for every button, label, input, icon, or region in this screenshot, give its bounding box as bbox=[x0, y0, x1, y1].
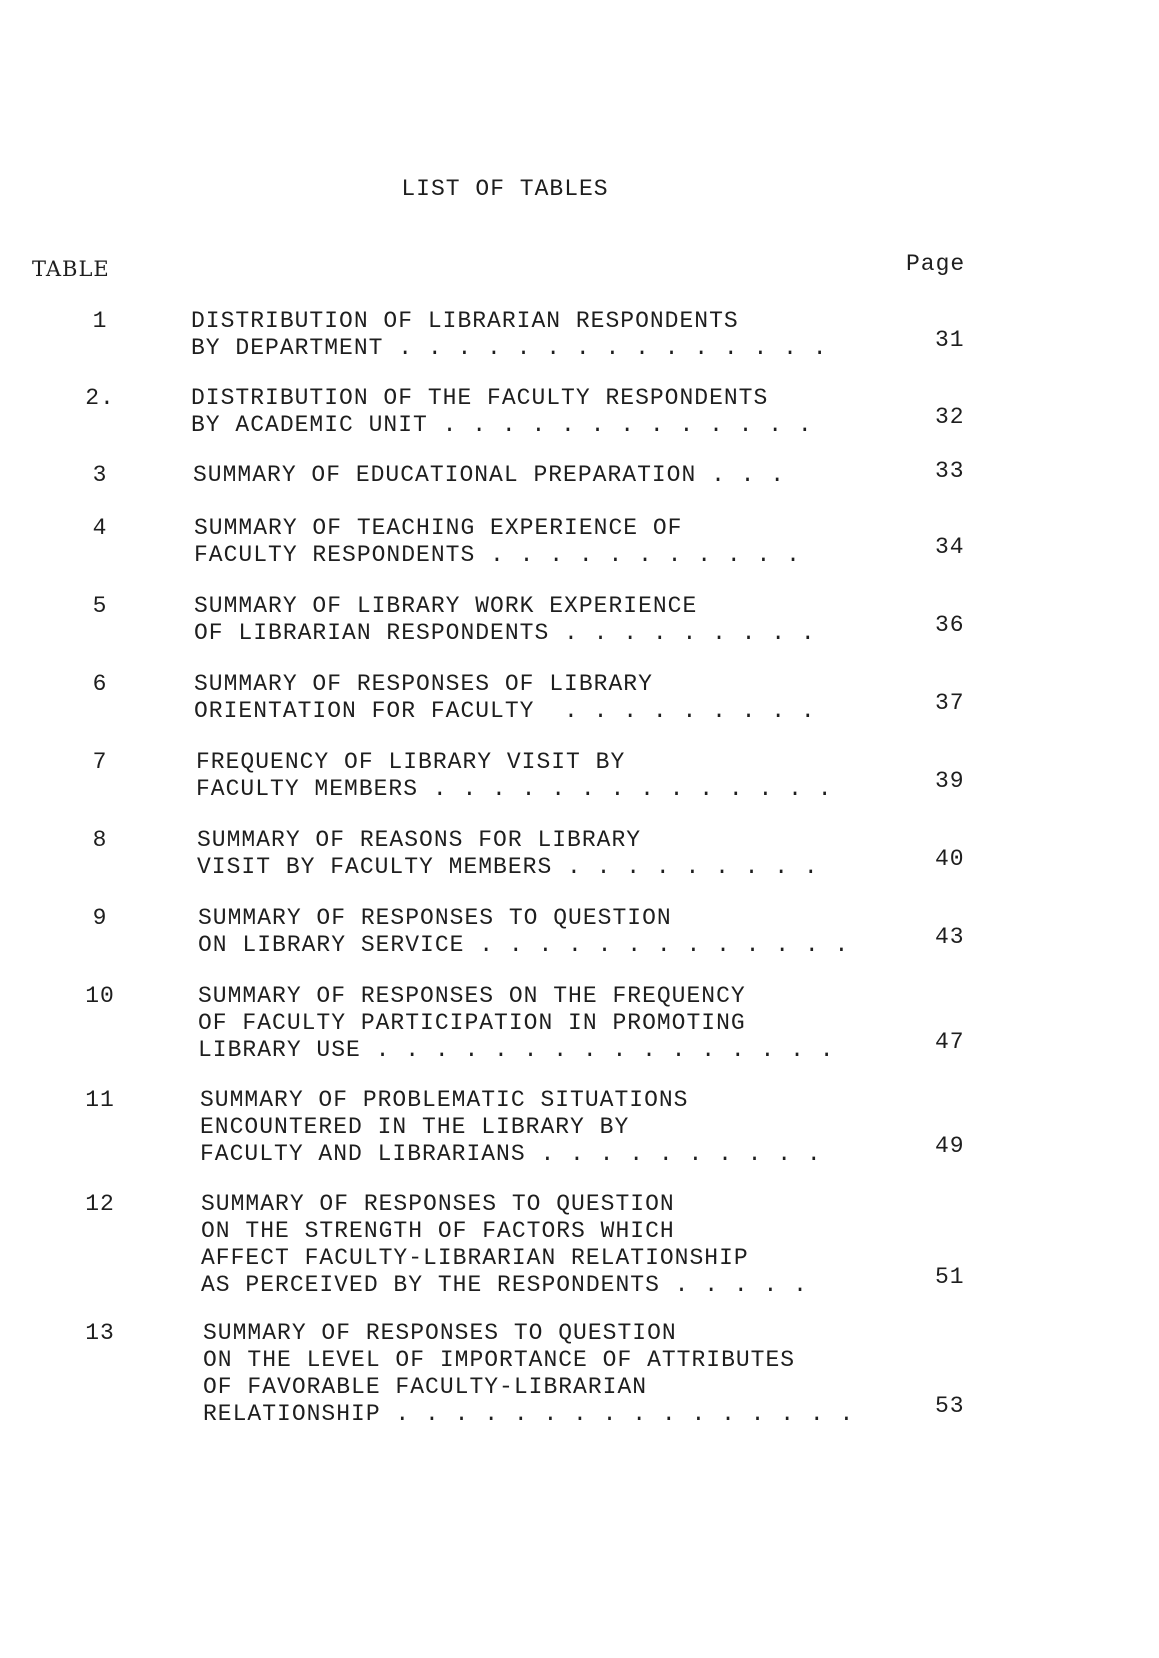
table-title-line: ORIENTATION FOR FACULTY . . . . . . . . . bbox=[194, 698, 816, 724]
page-number: 37 bbox=[935, 690, 965, 716]
table-column-header: TABLE bbox=[32, 257, 110, 281]
table-title bbox=[198, 905, 849, 959]
page-number: 31 bbox=[935, 327, 965, 353]
table-title-line: SUMMARY OF RESPONSES OF LIBRARY bbox=[194, 671, 653, 697]
table-number: 12 bbox=[85, 1191, 115, 1217]
table-title-line: SUMMARY OF REASONS FOR LIBRARY bbox=[197, 827, 642, 853]
table-title bbox=[193, 462, 785, 489]
table-title-line: SUMMARY OF TEACHING EXPERIENCE OF bbox=[194, 515, 683, 541]
table-number: 10 bbox=[85, 983, 115, 1009]
table-title-line: ON THE STRENGTH OF FACTORS WHICH bbox=[201, 1218, 675, 1244]
table-number: 7 bbox=[92, 749, 108, 775]
table-title bbox=[197, 827, 819, 881]
table-number: 5 bbox=[92, 593, 108, 619]
table-number: 8 bbox=[92, 827, 108, 853]
table-title-line: LIBRARY USE . . . . . . . . . . . . . . . . bbox=[198, 1037, 835, 1063]
table-number: 4 bbox=[92, 515, 108, 541]
table-number: 11 bbox=[85, 1087, 115, 1113]
table-title-line: SUMMARY OF LIBRARY WORK EXPERIENCE bbox=[194, 593, 698, 619]
table-title bbox=[198, 983, 835, 1064]
table-title bbox=[203, 1320, 854, 1428]
table-title bbox=[201, 1191, 808, 1299]
table-title bbox=[191, 385, 813, 439]
table-title-line: SUMMARY OF RESPONSES TO QUESTION bbox=[203, 1320, 677, 1346]
table-title-line: OF LIBRARIAN RESPONDENTS . . . . . . . . . bbox=[194, 620, 816, 646]
table-title-line: DISTRIBUTION OF LIBRARIAN RESPONDENTS bbox=[191, 308, 739, 334]
table-title-line: ON LIBRARY SERVICE . . . . . . . . . . . . . bbox=[198, 932, 850, 958]
table-number: 3 bbox=[92, 462, 108, 488]
table-number: 9 bbox=[92, 905, 108, 931]
table-title-line: SUMMARY OF PROBLEMATIC SITUATIONS bbox=[200, 1087, 689, 1113]
table-title bbox=[194, 515, 801, 569]
table-title bbox=[191, 308, 828, 362]
table-title-line: RELATIONSHIP . . . . . . . . . . . . . . . . bbox=[203, 1401, 855, 1427]
table-title bbox=[200, 1087, 822, 1168]
table-title-line: FACULTY AND LIBRARIANS . . . . . . . . . . bbox=[200, 1141, 822, 1167]
table-title-line: BY ACADEMIC UNIT . . . . . . . . . . . . . bbox=[191, 412, 813, 438]
table-title-line: FACULTY MEMBERS . . . . . . . . . . . . . . bbox=[196, 776, 833, 802]
table-title-line: ENCOUNTERED IN THE LIBRARY BY bbox=[200, 1114, 630, 1140]
table-title-line: VISIT BY FACULTY MEMBERS . . . . . . . . . bbox=[197, 854, 819, 880]
page-number: 39 bbox=[935, 768, 965, 794]
table-title-line: FACULTY RESPONDENTS . . . . . . . . . . . bbox=[194, 542, 801, 568]
table-title-line: FREQUENCY OF LIBRARY VISIT BY bbox=[196, 749, 626, 775]
table-title-line: OF FAVORABLE FACULTY-LIBRARIAN bbox=[203, 1374, 648, 1400]
page-title: LIST OF TABLES bbox=[401, 176, 609, 202]
table-title bbox=[194, 593, 816, 647]
table-title-line: SUMMARY OF RESPONSES ON THE FREQUENCY bbox=[198, 983, 746, 1009]
page-number: 47 bbox=[935, 1029, 965, 1055]
table-number: 6 bbox=[92, 671, 108, 697]
table-number: 13 bbox=[85, 1320, 115, 1346]
table-title-line: SUMMARY OF RESPONSES TO QUESTION bbox=[198, 905, 672, 931]
page-column-header: Page bbox=[906, 251, 966, 277]
table-title-line: AS PERCEIVED BY THE RESPONDENTS . . . . . bbox=[201, 1272, 808, 1298]
table-title-line: BY DEPARTMENT . . . . . . . . . . . . . . . bbox=[191, 335, 828, 361]
page-number: 33 bbox=[935, 458, 965, 484]
page-number: 32 bbox=[935, 404, 965, 430]
table-title-line: SUMMARY OF EDUCATIONAL PREPARATION . . . bbox=[193, 462, 786, 488]
page-number: 40 bbox=[935, 846, 965, 872]
table-number: 1 bbox=[92, 308, 108, 334]
table-number: 2. bbox=[85, 385, 115, 411]
table-title bbox=[196, 749, 833, 803]
page-number: 36 bbox=[935, 612, 965, 638]
page-number: 49 bbox=[935, 1133, 965, 1159]
table-title bbox=[194, 671, 816, 725]
table-title-line: SUMMARY OF RESPONSES TO QUESTION bbox=[201, 1191, 675, 1217]
page-number: 51 bbox=[935, 1264, 965, 1290]
table-title-line: ON THE LEVEL OF IMPORTANCE OF ATTRIBUTES bbox=[203, 1347, 796, 1373]
table-title-line: OF FACULTY PARTICIPATION IN PROMOTING bbox=[198, 1010, 746, 1036]
table-title-line: AFFECT FACULTY-LIBRARIAN RELATIONSHIP bbox=[201, 1245, 749, 1271]
page-number: 34 bbox=[935, 534, 965, 560]
page-number: 43 bbox=[935, 924, 965, 950]
page-number: 53 bbox=[935, 1393, 965, 1419]
table-title-line: DISTRIBUTION OF THE FACULTY RESPONDENTS bbox=[191, 385, 769, 411]
